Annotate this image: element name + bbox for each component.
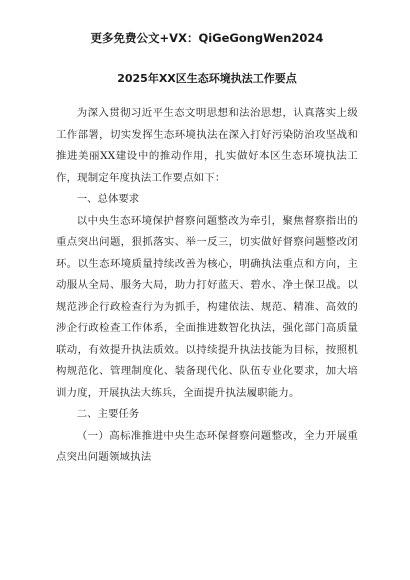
subsection-heading-inspection-rectification: （一）高标准推进中央生态环保督察问题整改，全力开展重点突出问题领域执法	[56, 429, 358, 463]
section-heading-general-requirements: 一、总体要求	[76, 193, 140, 205]
general-requirements-paragraph: 以中央生态环境保护督察问题整改为牵引，聚焦督察指出的重点突出问题，狠抓落实、举一反三，切实做好督察问题整改闭环。以生态环境质量持续改善为核心，明确执法重点和方向，主动服从全局、服务大局，助力打好蓝天、碧水、净土保卫战。以规范涉企行政检查行为为抓手，构建依法、规范、精准、高效的涉企行政检查工作体系，全面推进数智化执法，强化部门高质量联动，有效提升执法质效。以持续提升执法技能为目标，按照机构规范化、管理制度化、装备现代化、队伍专业化要求，加大培训力度，开展执法大练兵，全面提升执法履职能力。	[56, 214, 358, 399]
intro-paragraph: 为深入贯彻习近平生态文明思想和法治思想，认真落实上级工作部署，切实发挥生态环境执法在深入打好污染防治攻坚战和推进美丽XX建设中的推动作用，扎实做好本区生态环境执法工作，现制定年度执法工作要点如下：	[56, 107, 358, 184]
document-title: 2025年XX区生态环境执法工作要点	[117, 72, 297, 85]
document-header: 更多免费公文+VX：QiGeGongWen2024	[90, 31, 324, 45]
section-heading-main-tasks: 二、主要任务	[76, 408, 140, 420]
